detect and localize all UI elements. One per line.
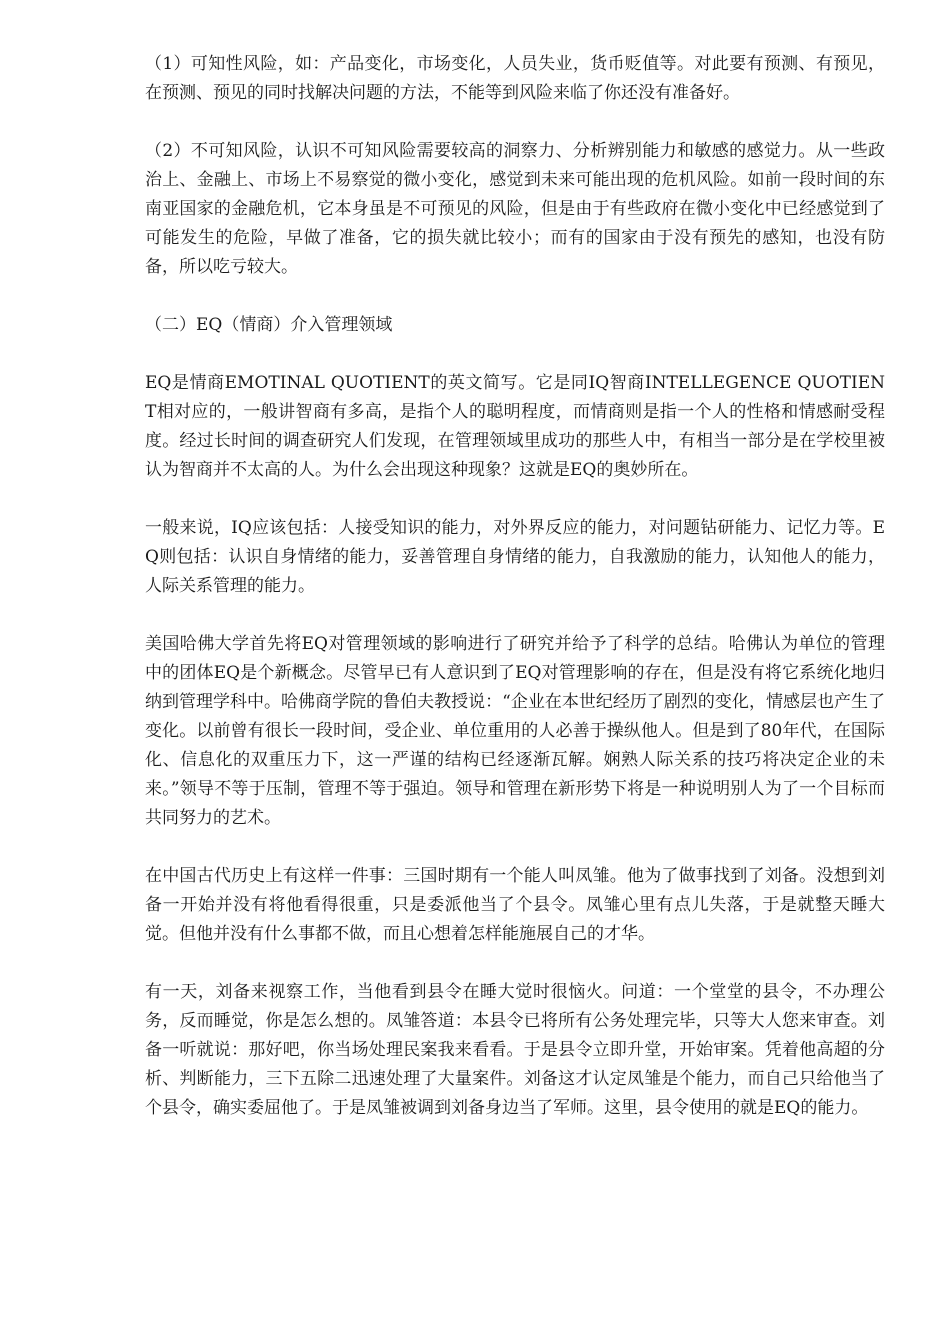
section-heading-eq: （二）EQ（情商）介入管理领域 (145, 315, 393, 335)
paragraph-harvard-research: 美国哈佛大学首先将EQ对管理领域的影响进行了研究并给予了科学的总结。哈佛认为单位的管理中的团体EQ是个新概念。尽管早已有人意识到了EQ对管理影响的存在，但是没有将它系统化地归纳到管理学科中。哈佛商学院的鲁伯夫教授说：“企业在本世纪经历了剧烈的变化，情感层也产生了变化。以前曾有很长一段时间，受企业、单位重用的人必善于操纵他人。但是到了80年代，在国际化、信息化的双重压力下，这一严谨的结构已经逐渐瓦解。娴熟人际关系的技巧将决定企业的未来。”领导不等于压制，管理不等于强迫。领导和管理在新形势下将是一种说明别人为了一个目标而共同努力的艺术。 (145, 634, 885, 828)
paragraph-eq-definition: EQ是情商EMOTINAL QUOTIENT的英文简写。它是同IQ智商INTELLEGENCE QUOTIENT相对应的，一般讲智商有多高，是指个人的聪明程度，而情商则是指一个人的性格和情感耐受程度。经过长时间的调查研究人们发现，在管理领域里成功的那些人中，有相当一部分是在学校里被认为智商并不太高的人。为什么会出现这种现象？这就是EQ的奥妙所在。 (145, 373, 885, 480)
paragraph-three-kingdoms-story: 在中国古代历史上有这样一件事：三国时期有一个能人叫凤雏。他为了做事找到了刘备。没想到刘备一开始并没有将他看得很重，只是委派他当了个县令。凤雏心里有点儿失落，于是就整天睡大觉。但他并没有什么事都不做，而且心想着怎样能施展自己的才华。 (145, 866, 885, 944)
paragraph-liu-bei-inspection: 有一天，刘备来视察工作，当他看到县令在睡大觉时很恼火。问道：一个堂堂的县令，不办理公务，反而睡觉，你是怎么想的。凤雏答道：本县令已将所有公务处理完毕，只等大人您来审查。刘备一听就说：那好吧，你当场处理民案我来看看。于是县令立即升堂，开始审案。凭着他高超的分析、判断能力，三下五除二迅速处理了大量案件。刘备这才认定凤雏是个能力，而自己只给他当了个县令，确实委屈他了。于是凤雏被调到刘备身边当了军师。这里，县令使用的就是EQ的能力。 (145, 982, 885, 1118)
paragraph-iq-eq-contents: 一般来说，IQ应该包括：人接受知识的能力，对外界反应的能力，对问题钻研能力、记忆力等。EQ则包括：认识自身情绪的能力，妥善管理自身情绪的能力，自我激励的能力，认知他人的能力，人际关系管理的能力。 (145, 518, 885, 596)
paragraph-knowable-risk: （1）可知性风险，如：产品变化，市场变化，人员失业，货币贬值等。对此要有预测、有预见，在预测、预见的同时找解决问题的方法，不能等到风险来临了你还没有准备好。 (145, 54, 885, 103)
document-page (145, 50, 885, 1152)
paragraph-unknowable-risk: （2）不可知风险，认识不可知风险需要较高的洞察力、分析辨别能力和敏感的感觉力。从一些政治上、金融上、市场上不易察觉的微小变化，感觉到未来可能出现的危机风险。如前一段时间的东南亚国家的金融危机，它本身虽是不可预见的风险，但是由于有些政府在微小变化中已经感觉到了可能发生的危险，早做了准备，它的损失就比较小；而有的国家由于没有预先的感知，也没有防备，所以吃亏较大。 (145, 141, 885, 277)
